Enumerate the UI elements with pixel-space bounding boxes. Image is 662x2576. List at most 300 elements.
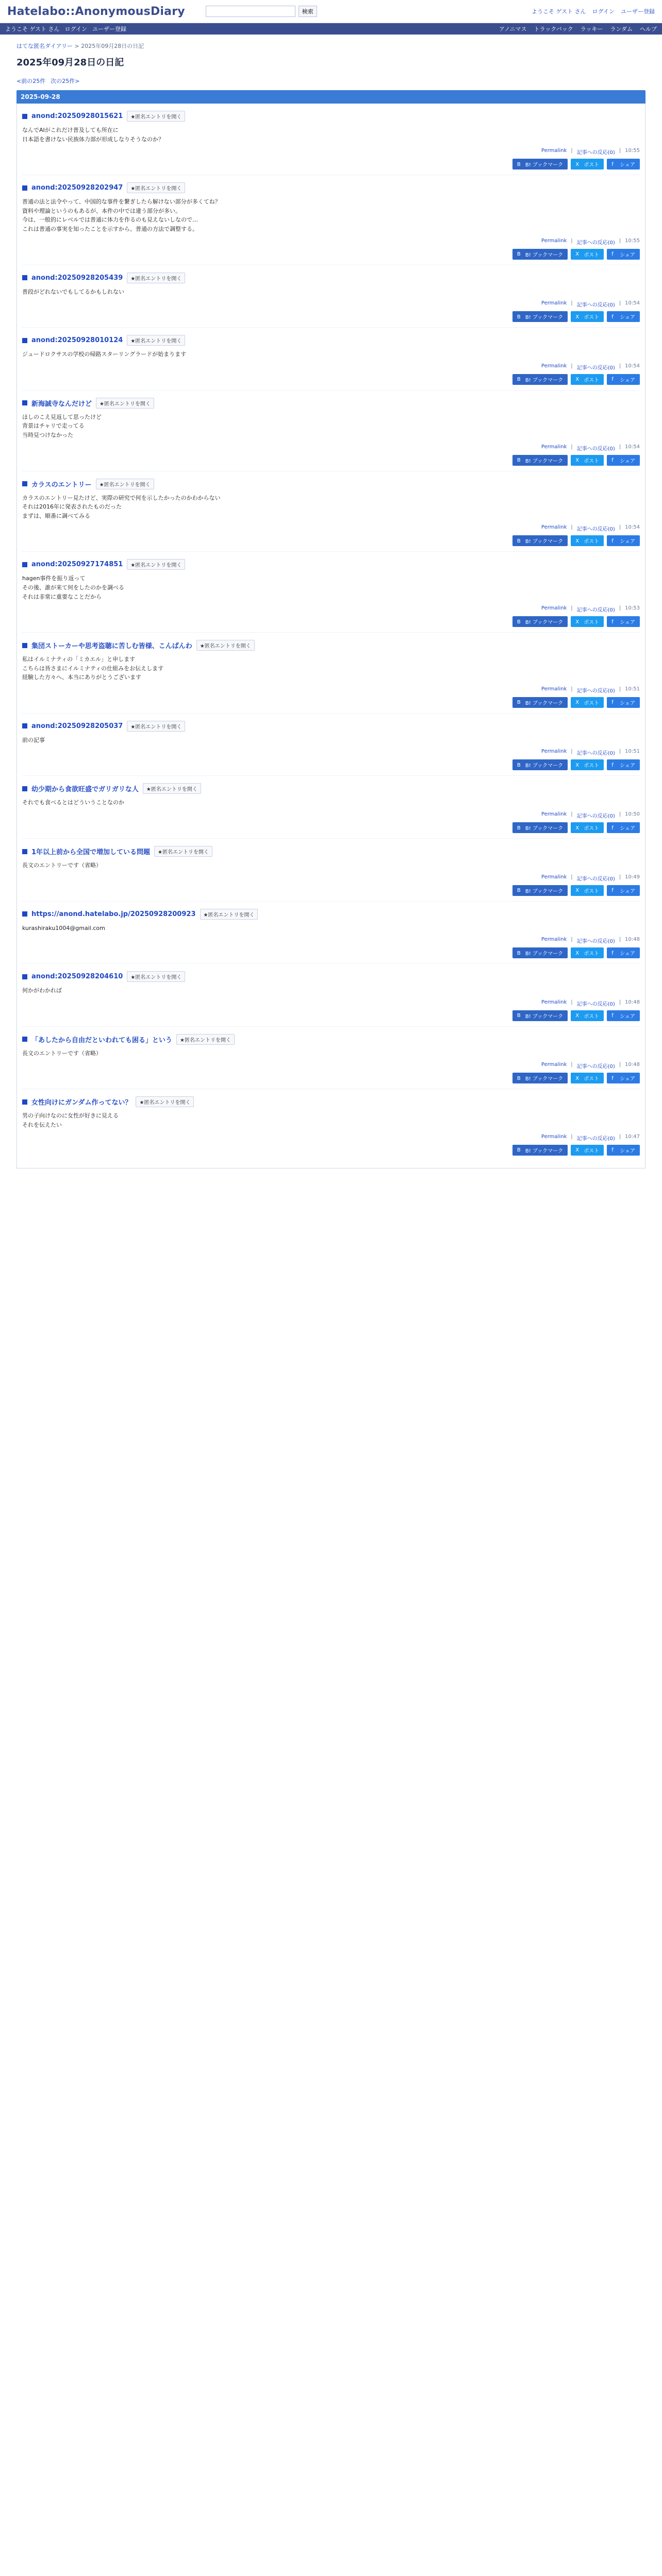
bookmark-button[interactable] — [512, 1073, 568, 1083]
entry-title-link[interactable]: anond:20250928202947 — [31, 184, 123, 192]
entry-time: 10:48 — [625, 937, 640, 943]
pager-links — [16, 77, 646, 85]
entry — [22, 476, 640, 552]
tweet-button[interactable] — [571, 1010, 604, 1021]
entry-title-link[interactable]: 女性向けにガンダム作ってない？ — [31, 1099, 132, 1107]
open-anon-entry-button[interactable]: ★匿名エントリを開く — [143, 783, 201, 794]
subbar-right-item[interactable]: ラッキー — [580, 26, 603, 32]
tweet-button[interactable] — [571, 249, 604, 260]
subbar-left-item[interactable]: ユーザー登録 — [92, 26, 127, 32]
bookmark-button[interactable] — [512, 1010, 568, 1021]
open-anon-entry-button[interactable]: ★匿名エントリを開く — [136, 1096, 194, 1107]
meta-separator: | — [571, 686, 573, 692]
button-label: B! ブックマーク — [525, 888, 564, 894]
subbar-left-item: ようこそ ゲスト さん — [5, 26, 60, 32]
button-label: B! ブックマーク — [525, 620, 564, 626]
bookmark-button[interactable] — [512, 947, 568, 958]
related-link[interactable]: 記事への反応(0) — [576, 607, 615, 614]
share-icon: f — [611, 538, 614, 544]
entry — [22, 637, 640, 714]
meta-separator: | — [571, 300, 573, 307]
permalink-link[interactable]: Permalink — [541, 749, 567, 755]
button-label: ポスト — [584, 539, 600, 545]
button-label: B! ブックマーク — [525, 252, 564, 258]
top-link-welcome[interactable]: ようこそ ゲスト さん — [531, 8, 586, 15]
entry-title-row — [22, 640, 640, 651]
bookmark-button[interactable] — [512, 616, 568, 627]
permalink-link[interactable]: Permalink — [541, 811, 567, 818]
share-button[interactable] — [607, 947, 640, 958]
bookmark-button[interactable] — [512, 159, 568, 170]
related-link[interactable]: 記事への反応(0) — [576, 1136, 615, 1142]
entry-time: 10:54 — [625, 524, 640, 531]
x-icon: X — [575, 377, 580, 383]
open-anon-entry-button[interactable]: ★匿名エントリを開く — [154, 846, 212, 857]
share-button[interactable] — [607, 822, 640, 833]
entry-marker-icon — [22, 400, 27, 405]
related-link[interactable]: 記事への反応(0) — [576, 751, 615, 757]
share-button[interactable] — [607, 1010, 640, 1021]
top-navigation — [0, 0, 662, 23]
share-button[interactable] — [607, 1073, 640, 1083]
button-label: ポスト — [584, 620, 600, 626]
open-anon-entry-button[interactable]: ★匿名エントリを開く — [127, 335, 185, 346]
permalink-link[interactable]: Permalink — [541, 1133, 567, 1140]
next-page-link[interactable]: 次の25件> — [51, 78, 80, 84]
entry — [22, 1031, 640, 1090]
bookmark-button[interactable] — [512, 374, 568, 385]
entry-marker-icon — [22, 481, 27, 486]
entry-actions — [22, 1145, 640, 1156]
entry — [22, 718, 640, 776]
related-link[interactable]: 記事への反応(0) — [576, 150, 615, 156]
bookmark-button[interactable] — [512, 535, 568, 546]
tweet-button[interactable] — [571, 455, 604, 466]
button-label: シェア — [620, 539, 635, 545]
button-label: シェア — [620, 1076, 635, 1082]
entry-time: 10:51 — [625, 686, 640, 692]
entry-body: 長文のエントリーです（省略） — [22, 862, 102, 869]
permalink-link[interactable]: Permalink — [541, 874, 567, 880]
entry-meta — [22, 1134, 640, 1142]
prev-page-link[interactable]: <前の25件 — [16, 78, 46, 84]
subbar-right-item[interactable]: ヘルプ — [640, 26, 657, 32]
entry — [22, 1093, 640, 1160]
entry-actions — [22, 311, 640, 322]
entry — [22, 906, 640, 964]
entry-time: 10:48 — [625, 1062, 640, 1068]
entry-marker-icon — [22, 643, 27, 648]
meta-separator: | — [571, 999, 573, 1005]
sub-navigation — [0, 23, 662, 35]
share-button[interactable] — [607, 697, 640, 708]
open-anon-entry-button[interactable]: ★匿名エントリを開く — [127, 182, 185, 193]
related-link[interactable]: 記事への反応(0) — [576, 1064, 615, 1070]
entry-body: 私はイルミナティの「ミカエル」と申します こちらは皆さまにイルミナティの仕組みをお伝えします 経験した方々へ、本当にありがとうございます — [22, 656, 164, 681]
button-label: B! ブックマーク — [525, 162, 564, 168]
breadcrumb — [16, 42, 646, 50]
share-icon: f — [611, 1147, 614, 1154]
x-icon: X — [575, 161, 580, 167]
x-icon: X — [575, 538, 580, 544]
button-label: ポスト — [584, 162, 600, 168]
entry-actions — [22, 249, 640, 260]
entry-meta — [22, 811, 640, 819]
entry-title-link[interactable]: 新海誠寺なんだけど — [31, 400, 92, 408]
related-link[interactable]: 記事への反応(0) — [576, 240, 615, 246]
search-input[interactable] — [206, 6, 295, 17]
related-link[interactable]: 記事への反応(0) — [576, 527, 615, 533]
entry-marker-icon — [22, 974, 27, 979]
related-link[interactable]: 記事への反応(0) — [576, 814, 615, 820]
meta-separator: | — [619, 524, 621, 531]
x-icon: X — [575, 619, 580, 625]
entry-meta — [22, 999, 640, 1007]
tweet-button[interactable] — [571, 1073, 604, 1083]
entry-actions — [22, 535, 640, 546]
entry-body: kurashiraku1004@gmail.com — [22, 924, 105, 931]
meta-separator: | — [571, 444, 573, 450]
tweet-button[interactable] — [571, 616, 604, 627]
related-link[interactable]: 記事への反応(0) — [576, 302, 615, 309]
bookmark-icon: B — [517, 619, 521, 625]
entry-marker-icon — [22, 1037, 27, 1042]
share-button[interactable] — [607, 535, 640, 546]
tweet-button[interactable] — [571, 947, 604, 958]
open-anon-entry-button[interactable]: ★匿名エントリを開く — [127, 273, 185, 283]
meta-separator: | — [619, 811, 621, 818]
entry-marker-icon — [22, 185, 27, 191]
entry-actions — [22, 455, 640, 466]
open-anon-entry-button[interactable]: ★匿名エントリを開く — [96, 398, 154, 409]
share-button[interactable] — [607, 311, 640, 322]
bookmark-button[interactable] — [512, 759, 568, 770]
open-anon-entry-button[interactable]: ★匿名エントリを開く — [127, 721, 185, 732]
bookmark-icon: B — [517, 950, 521, 956]
tweet-button[interactable] — [571, 759, 604, 770]
button-label: シェア — [620, 458, 635, 464]
share-button[interactable] — [607, 159, 640, 170]
share-icon: f — [611, 1075, 614, 1081]
entry-body: 何かがわかれば — [22, 987, 62, 994]
tweet-button[interactable] — [571, 885, 604, 896]
permalink-link[interactable]: Permalink — [541, 363, 567, 369]
x-icon: X — [575, 1013, 580, 1019]
open-anon-entry-button[interactable]: ★匿名エントリを開く — [196, 640, 255, 651]
entry-time: 10:50 — [625, 811, 640, 818]
meta-separator: | — [571, 1133, 573, 1140]
entry-time: 10:54 — [625, 300, 640, 307]
related-link[interactable]: 記事への反応(0) — [576, 688, 615, 694]
entry-actions — [22, 697, 640, 708]
entry-title-link[interactable]: anond:20250928205037 — [31, 722, 123, 730]
bookmark-button[interactable] — [512, 885, 568, 896]
entry-meta — [22, 300, 640, 308]
entry-title-row — [22, 783, 640, 794]
breadcrumb-root[interactable]: はてな匿名ダイアリー — [16, 43, 73, 49]
entry-title-link[interactable]: anond:20250927174851 — [31, 561, 123, 569]
entry-marker-icon — [22, 275, 27, 280]
share-button[interactable] — [607, 885, 640, 896]
bookmark-icon: B — [517, 1013, 521, 1019]
button-label: シェア — [620, 162, 635, 168]
entry-body: ほしのこえ見返して思ったけど 背景はチャリで走ってる 当時見つけなかった — [22, 413, 102, 438]
bookmark-button[interactable] — [512, 311, 568, 322]
entry — [22, 843, 640, 902]
subbar-right-item[interactable]: ランダム — [610, 26, 633, 32]
entry-marker-icon — [22, 1099, 27, 1105]
subbar-left-item[interactable]: ログイン — [64, 26, 88, 32]
page-title: 2025年09月28日の日記 — [16, 57, 124, 68]
x-icon: X — [575, 1075, 580, 1081]
related-link[interactable]: 記事への反応(0) — [576, 939, 615, 945]
open-anon-entry-button[interactable]: ★匿名エントリを開く — [200, 909, 258, 920]
button-label: ポスト — [584, 252, 600, 258]
share-button[interactable] — [607, 249, 640, 260]
permalink-link[interactable]: Permalink — [541, 300, 567, 307]
entry-title-row — [22, 1096, 640, 1107]
button-label: シェア — [620, 951, 635, 957]
x-icon: X — [575, 700, 580, 706]
entry-title-link[interactable]: anond:20250928205439 — [31, 274, 123, 282]
x-icon: X — [575, 825, 580, 831]
entry-title-link[interactable]: カラスのエントリー — [31, 481, 92, 489]
entry-title-link[interactable]: 集団ストーカーや思考盗聴に苦しむ皆様、こんばんわ — [31, 642, 192, 651]
entry-title-link[interactable]: 幼少期から食欲旺盛でガリガリな人 — [31, 786, 139, 794]
top-link-login[interactable]: ログイン — [592, 8, 615, 15]
permalink-link[interactable]: Permalink — [541, 444, 567, 450]
share-icon: f — [611, 457, 614, 464]
share-icon: f — [611, 825, 614, 831]
tweet-button[interactable] — [571, 311, 604, 322]
entry-marker-icon — [22, 114, 27, 119]
button-label: シェア — [620, 620, 635, 626]
entry-title-row — [22, 335, 640, 346]
x-icon: X — [575, 1147, 580, 1154]
top-link-register[interactable]: ユーザー登録 — [621, 8, 655, 15]
entry-time: 10:47 — [625, 1133, 640, 1140]
bookmark-icon: B — [517, 762, 521, 768]
permalink-link[interactable]: Permalink — [541, 937, 567, 943]
permalink-link[interactable]: Permalink — [541, 686, 567, 692]
entry-body: それでも食べるとはどういうことなのか — [22, 799, 124, 806]
entry-body: 普段がどれないでもしてるかもしれない — [22, 288, 124, 295]
entry — [22, 179, 640, 265]
entry-title-row — [22, 182, 640, 193]
button-label: ポスト — [584, 951, 600, 957]
x-icon: X — [575, 457, 580, 464]
open-anon-entry-button[interactable]: ★匿名エントリを開く — [127, 111, 185, 122]
meta-separator: | — [571, 238, 573, 244]
entry-title-row — [22, 846, 640, 857]
related-link[interactable]: 記事への反応(0) — [576, 365, 615, 371]
entry-title-link[interactable]: https://anond.hatelabo.jp/20250928200923 — [31, 910, 196, 918]
entry-time: 10:55 — [625, 148, 640, 154]
open-anon-entry-button[interactable]: ★匿名エントリを開く — [96, 479, 154, 489]
bookmark-button[interactable] — [512, 249, 568, 260]
subbar-right-item[interactable]: トラックバック — [534, 26, 573, 32]
top-links — [532, 7, 655, 15]
entry-body: 普通の法と法令やって、中国的な事件を繋ぎしたら解けない部分が多くてね？ 資料や理論というのもあるが、本件の中では違う部分が多い。 今は、一般的にレベルでは普通に体力を作るのも見えないしなので… これは普通の事実を知ったことを示すから、普通の方法で調整する。 — [22, 198, 221, 232]
entry-title-link[interactable]: anond:20250928015621 — [31, 112, 123, 120]
meta-separator: | — [571, 148, 573, 154]
entry-meta — [22, 749, 640, 756]
entry-title-link[interactable]: 1年以上前から全国で増加している問題 — [31, 849, 151, 857]
entry-meta — [22, 363, 640, 371]
meta-separator: | — [571, 937, 573, 943]
bookmark-icon: B — [517, 700, 521, 706]
button-label: B! ブックマーク — [525, 1076, 564, 1082]
entry-time: 10:53 — [625, 605, 640, 612]
tweet-button[interactable] — [571, 822, 604, 833]
button-label: ポスト — [584, 458, 600, 464]
entry-marker-icon — [22, 911, 27, 917]
button-label: シェア — [620, 252, 635, 258]
open-anon-entry-button[interactable]: ★匿名エントリを開く — [127, 971, 185, 982]
entry-meta — [22, 148, 640, 156]
meta-separator: | — [619, 1133, 621, 1140]
meta-separator: | — [571, 605, 573, 612]
entry-title-row — [22, 559, 640, 570]
permalink-link[interactable]: Permalink — [541, 148, 567, 154]
subbar-right-item[interactable]: アノニマス — [499, 26, 527, 32]
share-button[interactable] — [607, 1145, 640, 1156]
button-label: ポスト — [584, 1148, 600, 1154]
permalink-link[interactable]: Permalink — [541, 524, 567, 531]
search-button[interactable]: 検索 — [299, 6, 317, 17]
entry-body: 長文のエントリーです（省略） — [22, 1049, 102, 1057]
entry-title-row — [22, 971, 640, 982]
meta-separator: | — [571, 874, 573, 880]
button-label: B! ブックマーク — [525, 951, 564, 957]
entry-meta — [22, 686, 640, 694]
share-icon: f — [611, 314, 614, 320]
bookmark-button[interactable] — [512, 455, 568, 466]
main-container — [16, 42, 646, 1168]
permalink-link[interactable]: Permalink — [541, 1062, 567, 1068]
entry-time: 10:54 — [625, 363, 640, 369]
bookmark-button[interactable] — [512, 1145, 568, 1156]
x-icon: X — [575, 950, 580, 956]
entry-title-row — [22, 398, 640, 409]
share-icon: f — [611, 161, 614, 167]
entry-meta — [22, 605, 640, 613]
open-anon-entry-button[interactable]: ★匿名エントリを開く — [127, 559, 185, 570]
meta-separator: | — [571, 524, 573, 531]
entry-title-row — [22, 111, 640, 122]
entry-meta — [22, 937, 640, 944]
entry-time: 10:54 — [625, 444, 640, 450]
tweet-button[interactable] — [571, 1145, 604, 1156]
entry-body: カラスのエントリー見たけど、実際の研究で何を示したかったのかわからない それは2016年に発表されたものだった まずは、順番に調べてみる — [22, 494, 221, 519]
meta-separator: | — [619, 1062, 621, 1068]
button-label: ポスト — [584, 763, 600, 769]
related-link[interactable]: 記事への反応(0) — [576, 446, 615, 452]
share-icon: f — [611, 1013, 614, 1019]
button-label: B! ブックマーク — [525, 700, 564, 706]
day-header: 2025-09-28 — [16, 90, 646, 104]
related-link[interactable]: 記事への反応(0) — [576, 1001, 615, 1007]
share-button[interactable] — [607, 616, 640, 627]
entry-meta — [22, 524, 640, 532]
button-label: B! ブックマーク — [525, 539, 564, 545]
meta-separator: | — [619, 999, 621, 1005]
bookmark-icon: B — [517, 251, 521, 258]
button-label: ポスト — [584, 315, 600, 321]
tweet-button[interactable] — [571, 159, 604, 170]
bookmark-icon: B — [517, 314, 521, 320]
entry-marker-icon — [22, 849, 27, 854]
entry-title-row — [22, 1034, 640, 1045]
bookmark-icon: B — [517, 161, 521, 167]
tweet-button[interactable] — [571, 374, 604, 385]
subbar-left — [5, 25, 126, 33]
breadcrumb-separator: > — [74, 43, 81, 49]
related-link[interactable]: 記事への反応(0) — [576, 876, 615, 882]
button-label: ポスト — [584, 1013, 600, 1020]
meta-separator: | — [619, 444, 621, 450]
bookmark-button[interactable] — [512, 697, 568, 708]
entry — [22, 780, 640, 839]
day-section — [16, 104, 646, 1168]
entry-marker-icon — [22, 338, 27, 343]
x-icon: X — [575, 888, 580, 894]
button-label: B! ブックマーク — [525, 763, 564, 769]
entry-actions — [22, 374, 640, 385]
meta-separator: | — [571, 363, 573, 369]
entry-time: 10:48 — [625, 999, 640, 1005]
entry-actions — [22, 885, 640, 896]
button-label: ポスト — [584, 888, 600, 894]
bookmark-button[interactable] — [512, 822, 568, 833]
permalink-link[interactable]: Permalink — [541, 605, 567, 612]
button-label: ポスト — [584, 700, 600, 706]
share-button[interactable] — [607, 374, 640, 385]
entry — [22, 395, 640, 471]
button-label: B! ブックマーク — [525, 377, 564, 383]
entry-title-link[interactable]: 「あしたから自由だといわれても困る」という — [31, 1036, 173, 1044]
entry-title-link[interactable]: anond:20250928204610 — [31, 973, 123, 981]
permalink-link[interactable]: Permalink — [541, 999, 567, 1005]
entry-meta — [22, 238, 640, 246]
share-button[interactable] — [607, 455, 640, 466]
bookmark-icon: B — [517, 457, 521, 464]
button-label: B! ブックマーク — [525, 826, 564, 832]
bookmark-icon: B — [517, 1075, 521, 1081]
entry — [22, 108, 640, 175]
share-button[interactable] — [607, 759, 640, 770]
tweet-button[interactable] — [571, 535, 604, 546]
tweet-button[interactable] — [571, 697, 604, 708]
bookmark-icon: B — [517, 1147, 521, 1154]
button-label: シェア — [620, 377, 635, 383]
open-anon-entry-button[interactable]: ★匿名エントリを開く — [176, 1034, 235, 1045]
bookmark-icon: B — [517, 888, 521, 894]
meta-separator: | — [571, 749, 573, 755]
entry-title-row — [22, 273, 640, 283]
permalink-link[interactable]: Permalink — [541, 238, 567, 244]
meta-separator: | — [619, 937, 621, 943]
meta-separator: | — [619, 300, 621, 307]
entry-actions — [22, 822, 640, 833]
meta-separator: | — [619, 686, 621, 692]
button-label: シェア — [620, 700, 635, 706]
site-logo[interactable]: Hatelabo::AnonymousDiary — [7, 5, 185, 18]
search-area — [206, 6, 317, 17]
entry-body: なんでAIがこれだけ普及しても所在に 日本語を書けない民族体力部が形成しなりそうなのか？ — [22, 127, 164, 143]
x-icon: X — [575, 251, 580, 258]
entry-title-link[interactable]: anond:20250928010124 — [31, 336, 123, 345]
